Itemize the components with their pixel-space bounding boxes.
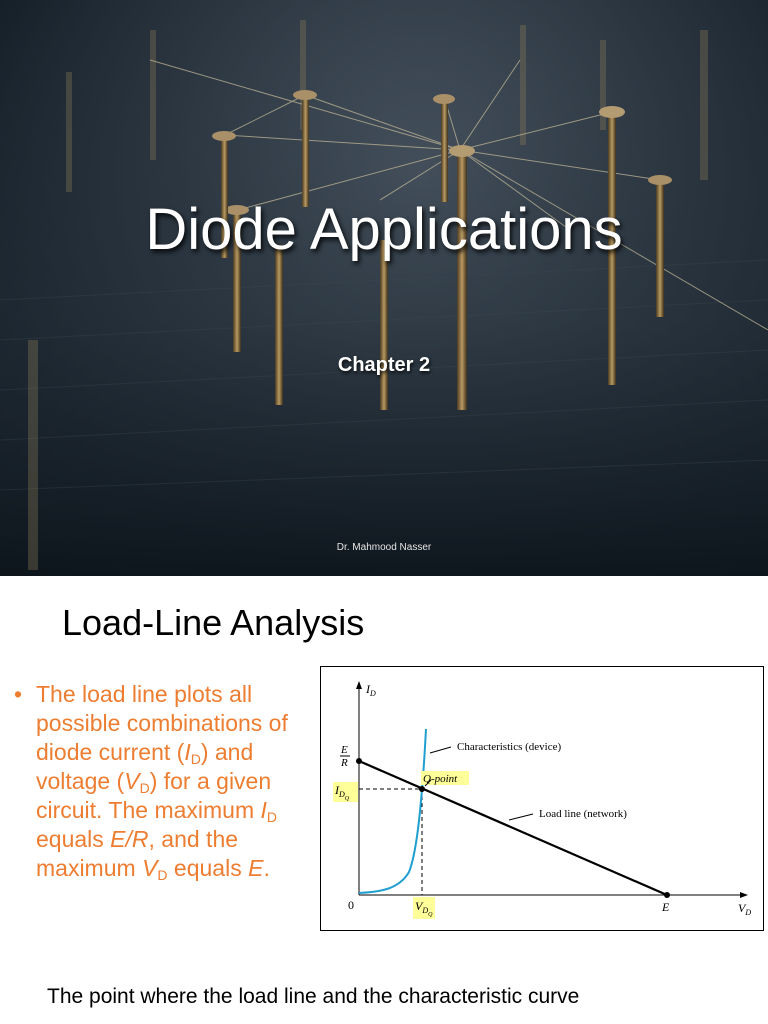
- slide-title: Diode Applications: [145, 197, 623, 262]
- bullet-point: [14, 680, 320, 883]
- caption-text: The point where the load line and the characteristic curve: [47, 985, 580, 1008]
- bullet-dot-icon: •: [14, 681, 23, 707]
- x-axis-arrow-icon: [740, 892, 748, 898]
- loadline-label: Load line (network): [539, 808, 627, 820]
- e-over-r-point: [356, 758, 362, 764]
- vdq-label: $V_{DQ}$: [415, 899, 433, 918]
- load-line-figure: [320, 666, 764, 931]
- e-over-r-denominator: R: [341, 757, 348, 769]
- load-line: [359, 761, 667, 895]
- e-over-r-numerator: E: [341, 744, 348, 756]
- characteristics-pointer: [430, 747, 451, 753]
- origin-label: 0: [348, 898, 354, 912]
- qpoint-label: Q-point: [423, 773, 458, 785]
- e-tick-label: E: [662, 900, 670, 914]
- load-line-slide: [0, 576, 768, 1024]
- y-axis-arrow-icon: [356, 681, 362, 689]
- characteristic-curve: [359, 729, 426, 893]
- e-point: [664, 892, 670, 898]
- characteristics-label: Characteristics (device): [457, 741, 562, 753]
- bullet-text: The load line plots all possible combinations of diode current $(I_D)$ and voltage $(V_D)$ for a given circuit. The maximum $I_D$ equals E/R, and the maximum $V_D$ equals E.: [36, 681, 288, 883]
- x-axis-label: $V_D$: [738, 901, 752, 917]
- author-footer: Dr. Mahmood Nasser: [336, 542, 432, 553]
- slide-subtitle: Chapter 2: [337, 354, 431, 376]
- y-axis-label: $I_D$: [366, 682, 376, 698]
- idq-label: $I_{DQ}$: [335, 783, 350, 802]
- q-point-marker: [419, 786, 425, 792]
- slide-title: Load-Line Analysis: [62, 602, 365, 643]
- loadline-pointer: [509, 814, 533, 820]
